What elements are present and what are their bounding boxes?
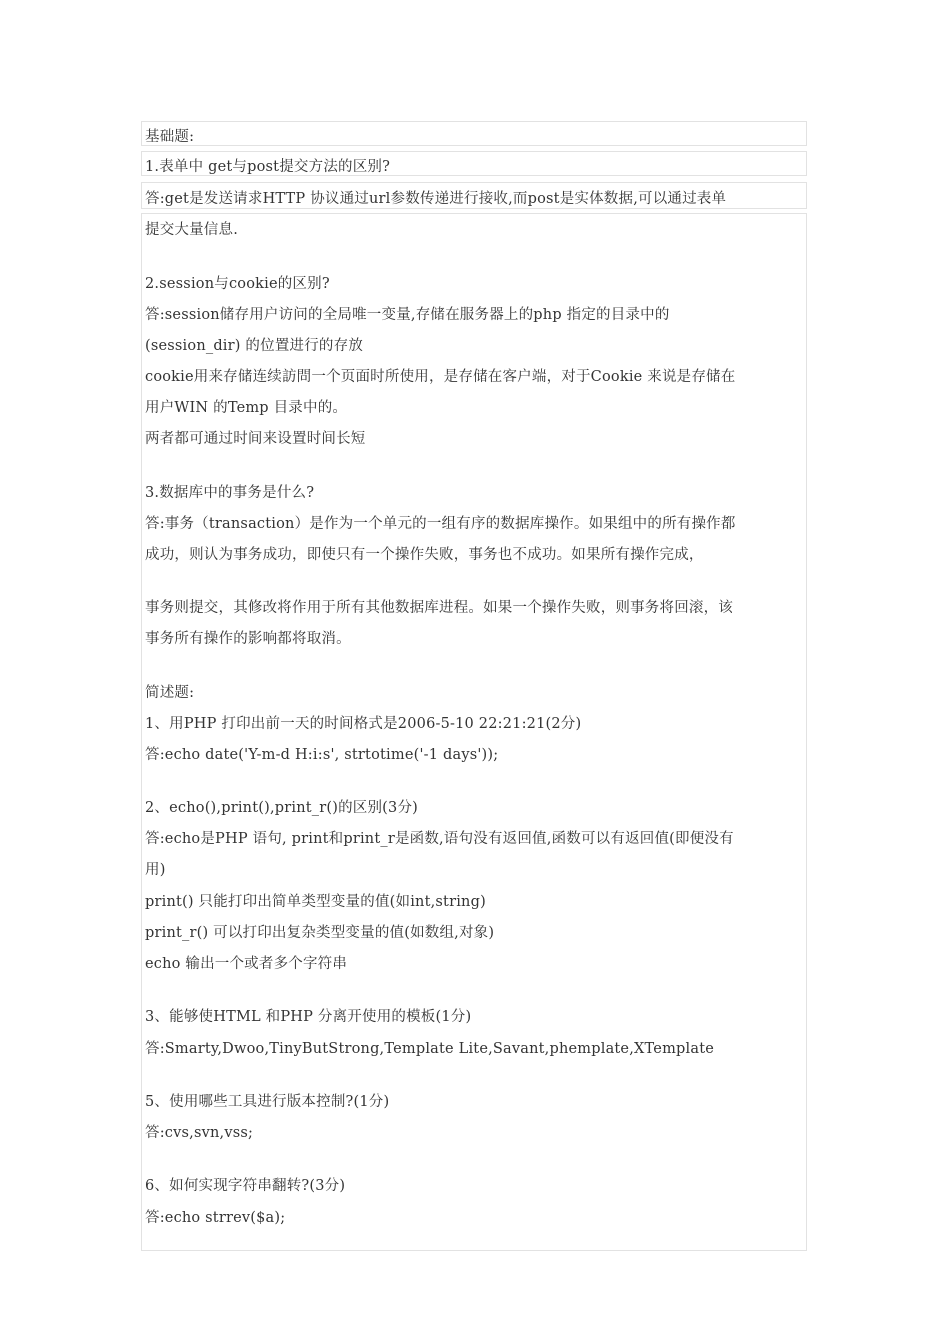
short-question-3: 3、能够使HTML 和PHP 分离开使用的模板(1分) <box>145 1009 472 1025</box>
answer-2-line-3: cookie用来存储连续訪問一个页面时所使用，是存储在客户端，对于Cookie 来说是存储在 <box>145 369 736 385</box>
answer-3-line-1: 答:事务（transaction）是作为一个单元的一组有序的数据库操作。如果组中的所有操作都 <box>145 516 736 532</box>
answer-3-line-3: 事务则提交，其修改将作用于所有其他数据库进程。如果一个操作失败，则事务将回滚，该 <box>145 600 733 616</box>
section-short-heading: 简述题: <box>145 685 195 701</box>
short-question-5: 5、使用哪些工具进行版本控制?(1分) <box>145 1094 390 1110</box>
header-row-1-box <box>141 121 807 146</box>
question-3: 3.数据库中的事务是什么? <box>145 485 315 501</box>
short-answer-1: 答:echo date('Y-m-d H:i:s', strtotime('-1 days')); <box>145 747 499 763</box>
short-answer-2-line-1: 答:echo是PHP 语句, print和print_r是函数,语句没有返回值,函数可以有返回值(即便没有 <box>145 831 734 847</box>
short-answer-2-line-4: print_r() 可以打印出复杂类型变量的值(如数组,对象) <box>145 925 495 941</box>
question-1: 1.表单中 get与post提交方法的区别? <box>145 159 391 175</box>
answer-3-line-2: 成功，则认为事务成功，即使只有一个操作失败，事务也不成功。如果所有操作完成， <box>145 547 704 563</box>
answer-2-line-4: 用户WIN 的Temp 目录中的。 <box>145 400 348 416</box>
short-answer-2-line-2: 用) <box>145 862 166 878</box>
section-basic-heading: 基础题: <box>145 129 195 145</box>
short-answer-5: 答:cvs,svn,vss; <box>145 1125 254 1141</box>
answer-1-line-1: 答:get是发送请求HTTP 协议通过url参数传递进行接收,而post是实体数据,可以通过表单 <box>145 191 727 207</box>
short-question-1: 1、用PHP 打印出前一天的时间格式是2006-5-10 22:21:21(2分) <box>145 716 582 732</box>
short-question-6: 6、如何实现字符串翻转?(3分) <box>145 1178 346 1194</box>
answer-1-line-2: 提交大量信息. <box>145 222 239 238</box>
answer-2-line-2: (session_dir) 的位置进行的存放 <box>145 338 364 354</box>
answer-3-line-4: 事务所有操作的影响都将取消。 <box>145 631 351 647</box>
short-answer-3: 答:Smarty,Dwoo,TinyButStrong,Template Lite,Savant,phemplate,XTemplate <box>145 1041 714 1057</box>
short-answer-6: 答:echo strrev($a); <box>145 1210 286 1226</box>
answer-2-line-1: 答:session储存用户访问的全局唯一变量,存储在服务器上的php 指定的目录中的 <box>145 307 670 323</box>
question-2: 2.session与cookie的区别? <box>145 276 330 292</box>
answer-2-line-5: 两者都可通过时间来设置时间长短 <box>145 431 366 447</box>
short-answer-2-line-3: print() 只能打印出简单类型变量的值(如int,string) <box>145 894 486 910</box>
short-question-2: 2、echo(),print(),print_r()的区别(3分) <box>145 800 419 816</box>
short-answer-2-line-5: echo 输出一个或者多个字符串 <box>145 956 348 972</box>
